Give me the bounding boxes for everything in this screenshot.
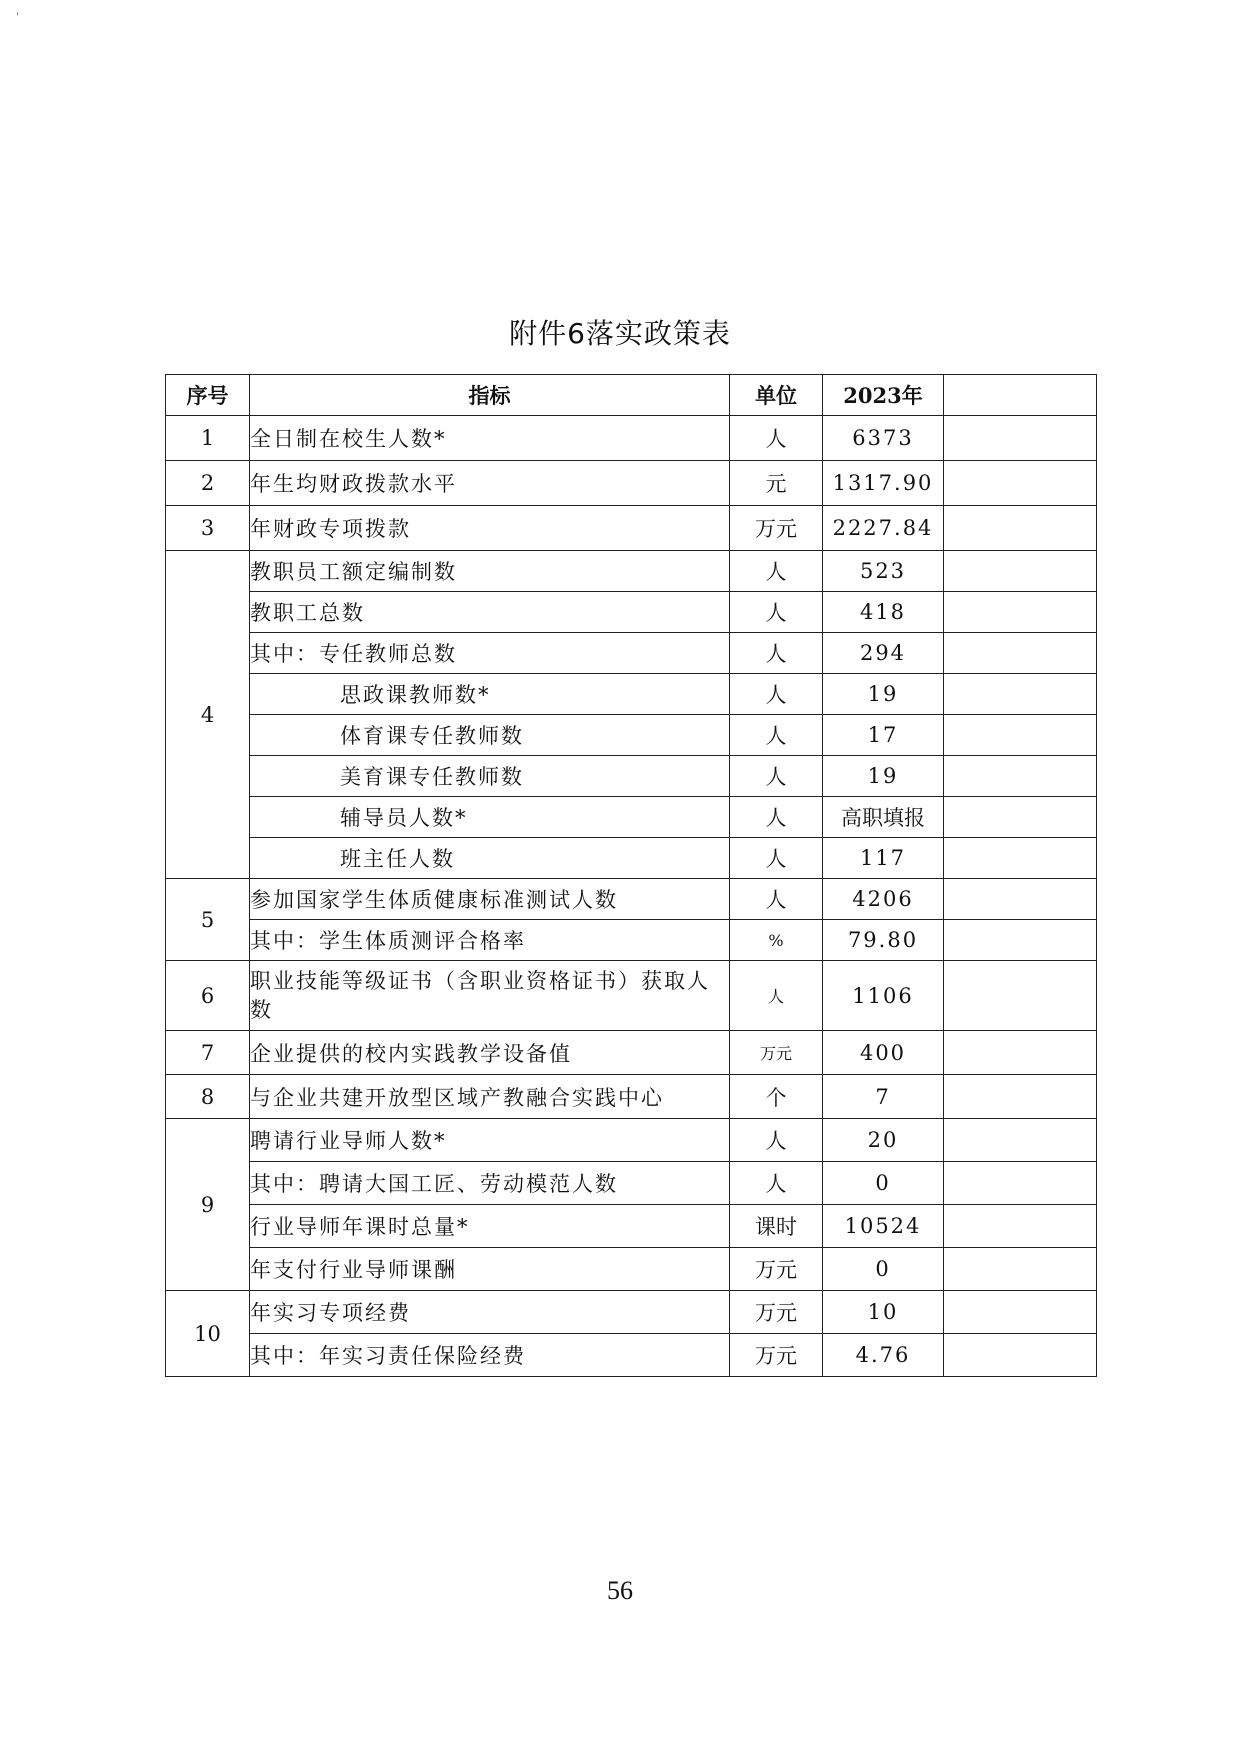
corner-mark: ' (16, 12, 19, 23)
row-indicator: 职业技能等级证书（含职业资格证书）获取人数 (250, 961, 730, 1031)
row-extra (944, 633, 1097, 674)
row-indicator: 班主任人数 (250, 838, 730, 879)
row-indicator: 其中：学生体质测评合格率 (250, 920, 730, 961)
row-indicator: 参加国家学生体质健康标准测试人数 (250, 879, 730, 920)
row-seq: 8 (166, 1075, 250, 1119)
row-extra (944, 1205, 1097, 1248)
row-seq: 3 (166, 506, 250, 551)
table-row (166, 879, 1097, 920)
row-indicator: 年实习专项经费 (250, 1291, 730, 1334)
page-number: 56 (607, 1576, 633, 1605)
table-row (166, 797, 1097, 838)
table-row (166, 1075, 1097, 1119)
row-value: 17 (823, 715, 944, 756)
row-unit: 个 (730, 1075, 823, 1119)
table-row (166, 961, 1097, 1031)
table-row (166, 416, 1097, 461)
row-value: 20 (823, 1119, 944, 1162)
row-extra (944, 1031, 1097, 1075)
row-unit: 人 (730, 756, 823, 797)
header-indicator: 指标 (250, 375, 730, 416)
row-extra (944, 674, 1097, 715)
row-value: 400 (823, 1031, 944, 1075)
table-row (166, 1031, 1097, 1075)
row-indicator: 与企业共建开放型区域产教融合实践中心 (250, 1075, 730, 1119)
row-extra (944, 961, 1097, 1031)
table-row (166, 1248, 1097, 1291)
table-row (166, 1162, 1097, 1205)
row-seq: 1 (166, 416, 250, 461)
row-unit: 人 (730, 838, 823, 879)
header-extra (944, 375, 1097, 416)
table-row (166, 1205, 1097, 1248)
row-indicator: 年支付行业导师课酬 (250, 1248, 730, 1291)
row-value: 2227.84 (823, 506, 944, 551)
table-row (166, 461, 1097, 506)
row-value: 79.80 (823, 920, 944, 961)
row-seq: 7 (166, 1031, 250, 1075)
row-indicator: 行业导师年课时总量* (250, 1205, 730, 1248)
row-indicator: 体育课专任教师数 (250, 715, 730, 756)
table-row (166, 633, 1097, 674)
row-extra (944, 879, 1097, 920)
row-value: 294 (823, 633, 944, 674)
row-indicator: 其中：专任教师总数 (250, 633, 730, 674)
row-value: 0 (823, 1248, 944, 1291)
row-indicator: 思政课教师数* (250, 674, 730, 715)
row-indicator: 其中：聘请大国工匠、劳动模范人数 (250, 1162, 730, 1205)
header-year: 2023年 (823, 375, 944, 416)
row-unit: 万元 (730, 506, 823, 551)
row-value: 19 (823, 674, 944, 715)
row-value: 高职填报 (823, 797, 944, 838)
table-row (166, 1291, 1097, 1334)
row-extra (944, 1291, 1097, 1334)
row-value: 7 (823, 1075, 944, 1119)
row-extra (944, 1248, 1097, 1291)
table-row (166, 506, 1097, 551)
row-unit: 课时 (730, 1205, 823, 1248)
row-indicator: 聘请行业导师人数* (250, 1119, 730, 1162)
table-row (166, 920, 1097, 961)
row-indicator: 美育课专任教师数 (250, 756, 730, 797)
row-extra (944, 551, 1097, 592)
row-unit: 人 (730, 674, 823, 715)
row-extra (944, 715, 1097, 756)
table-row (166, 551, 1097, 592)
row-extra (944, 1119, 1097, 1162)
row-value: 0 (823, 1162, 944, 1205)
row-unit: 人 (730, 1162, 823, 1205)
row-indicator: 教职工总数 (250, 592, 730, 633)
row-unit: 人 (730, 633, 823, 674)
row-unit: 元 (730, 461, 823, 506)
row-value: 19 (823, 756, 944, 797)
row-extra (944, 756, 1097, 797)
row-value: 1317.90 (823, 461, 944, 506)
row-unit: 人 (730, 592, 823, 633)
row-seq: 5 (166, 879, 250, 961)
row-indicator: 辅导员人数* (250, 797, 730, 838)
row-unit: 万元 (730, 1248, 823, 1291)
row-indicator: 全日制在校生人数* (250, 416, 730, 461)
header-seq: 序号 (166, 375, 250, 416)
row-unit: 人 (730, 961, 823, 1031)
header-unit: 单位 (730, 375, 823, 416)
row-unit: 万元 (730, 1031, 823, 1075)
row-extra (944, 461, 1097, 506)
row-unit: 万元 (730, 1334, 823, 1377)
row-indicator: 年生均财政拨款水平 (250, 461, 730, 506)
table-row (166, 592, 1097, 633)
row-extra (944, 838, 1097, 879)
row-unit: 万元 (730, 1291, 823, 1334)
row-unit: 人 (730, 551, 823, 592)
row-value: 4206 (823, 879, 944, 920)
row-extra (944, 506, 1097, 551)
row-value: 418 (823, 592, 944, 633)
row-extra (944, 1162, 1097, 1205)
row-indicator: 企业提供的校内实践教学设备值 (250, 1031, 730, 1075)
row-value: 10 (823, 1291, 944, 1334)
header-row (166, 375, 1097, 416)
row-value: 4.76 (823, 1334, 944, 1377)
row-extra (944, 797, 1097, 838)
table-row (166, 1334, 1097, 1377)
row-value: 1106 (823, 961, 944, 1031)
row-indicator: 其中：年实习责任保险经费 (250, 1334, 730, 1377)
table-row (166, 1119, 1097, 1162)
row-unit: 人 (730, 1119, 823, 1162)
table-row (166, 674, 1097, 715)
table-row (166, 838, 1097, 879)
row-seq: 4 (166, 551, 250, 879)
row-seq: 2 (166, 461, 250, 506)
row-value: 10524 (823, 1205, 944, 1248)
row-extra (944, 1075, 1097, 1119)
row-seq: 9 (166, 1119, 250, 1291)
row-seq: 10 (166, 1291, 250, 1377)
table-row (166, 756, 1097, 797)
row-unit: 人 (730, 797, 823, 838)
row-unit: 人 (730, 715, 823, 756)
row-value: 6373 (823, 416, 944, 461)
policy-table (165, 374, 1097, 1377)
table-row (166, 715, 1097, 756)
row-indicator: 年财政专项拨款 (250, 506, 730, 551)
row-indicator: 教职员工额定编制数 (250, 551, 730, 592)
row-seq: 6 (166, 961, 250, 1031)
row-extra (944, 416, 1097, 461)
row-unit: 人 (730, 416, 823, 461)
row-extra (944, 1334, 1097, 1377)
row-value: 117 (823, 838, 944, 879)
row-value: 523 (823, 551, 944, 592)
page-title: 附件6落实政策表 (509, 317, 731, 350)
row-unit: % (730, 920, 823, 961)
row-extra (944, 592, 1097, 633)
row-unit: 人 (730, 879, 823, 920)
row-extra (944, 920, 1097, 961)
